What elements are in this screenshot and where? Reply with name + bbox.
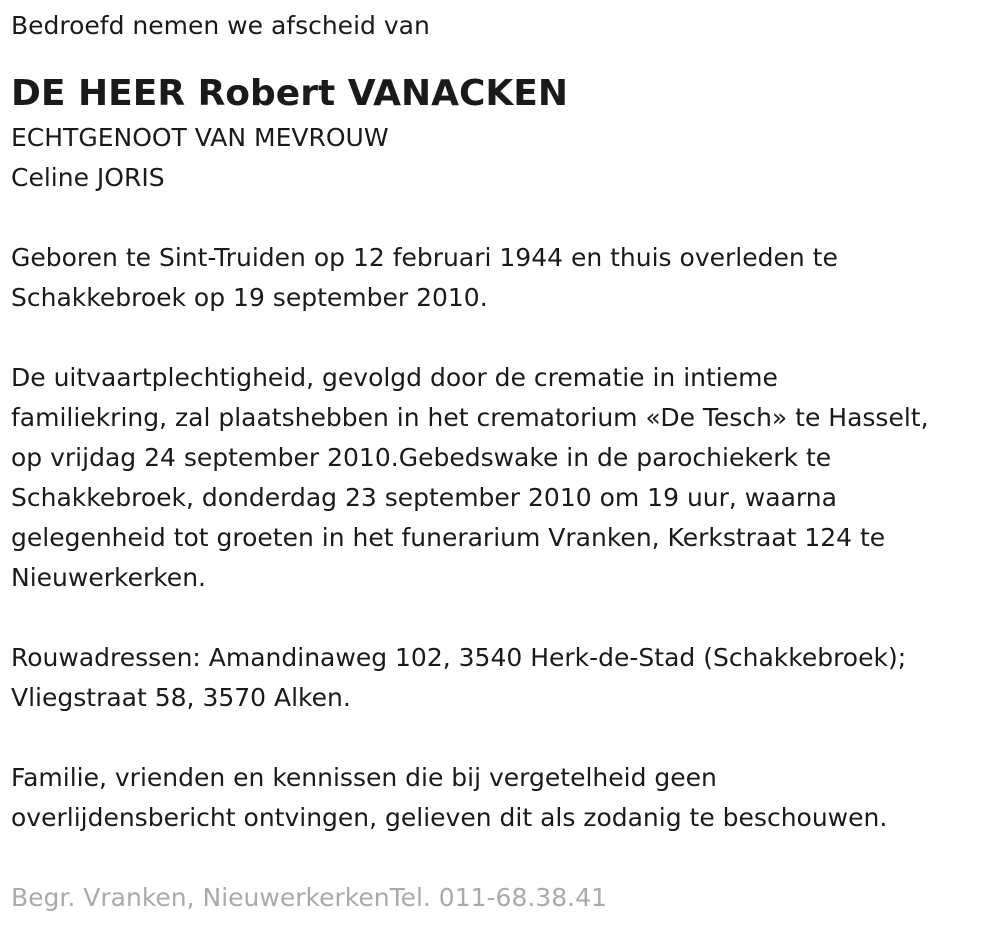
paragraph-line: op vrijdag 24 september 2010.Gebedswake in de parochiekerk te: [11, 443, 832, 473]
paragraph-line: Vliegstraat 58, 3570 Alken.: [11, 683, 351, 713]
paragraph-line: Schakkebroek, donderdag 23 september 2010 om 19 uur, waarna: [11, 483, 837, 513]
relation-text: ECHTGENOOT VAN MEVROUW: [11, 123, 389, 153]
closing-paragraph: [11, 758, 990, 838]
paragraph-line: familiekring, zal plaatshebben in het crematorium «De Tesch» te Hasselt,: [11, 403, 929, 433]
addresses-paragraph: [11, 638, 990, 718]
paragraph-line: overlijdensbericht ontvingen, gelieven dit als zodanig te beschouwen.: [11, 803, 888, 833]
birth-death-paragraph: [11, 238, 990, 318]
deceased-name: DE HEER Robert VANACKEN: [11, 73, 569, 115]
paragraph-line: Familie, vrienden en kennissen die bij vergetelheid geen: [11, 763, 717, 793]
paragraph-line: Nieuwerkerken.: [11, 563, 206, 593]
intro-text: Bedroefd nemen we afscheid van: [11, 11, 430, 40]
ceremony-paragraph: [11, 358, 990, 598]
paragraph-line: Rouwadressen: Amandinaweg 102, 3540 Herk-de-Stad (Schakkebroek);: [11, 643, 907, 673]
paragraph-line: De uitvaartplechtigheid, gevolgd door de crematie in intieme: [11, 363, 778, 393]
spouse-name: Celine JORIS: [11, 163, 165, 193]
funeral-home-footer: Begr. Vranken, NieuwerkerkenTel. 011-68.38.41: [11, 883, 607, 913]
paragraph-line: Geboren te Sint-Truiden op 12 februari 1944 en thuis overleden te: [11, 243, 838, 273]
paragraph-line: gelegenheid tot groeten in het funerarium Vranken, Kerkstraat 124 te: [11, 523, 886, 553]
paragraph-line: Schakkebroek op 19 september 2010.: [11, 283, 488, 313]
